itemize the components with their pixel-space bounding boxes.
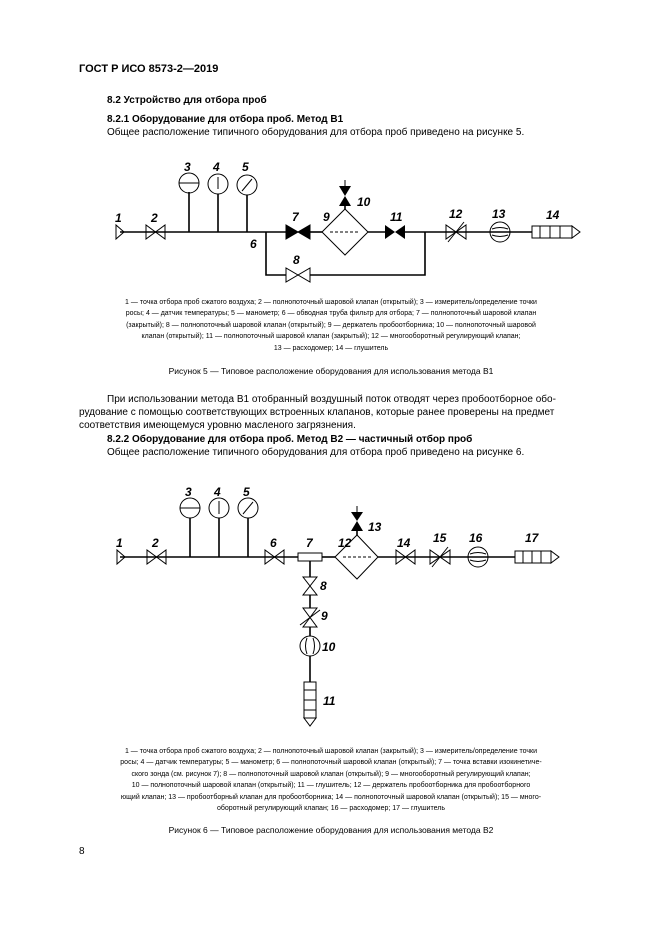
fig6-label-3: 3 [185, 485, 192, 499]
legend-line: 13 — расходомер; 14 — глушитель [273, 344, 389, 352]
fig5-label-6: 6 [250, 237, 257, 251]
fig6-label-15: 15 [433, 531, 447, 545]
section-title: 8.2 Устройство для отбора проб [107, 95, 267, 106]
subsection-b2-title: 8.2.2 Оборудование для отбора проб. Метод B2 — частичный отбор проб [107, 434, 473, 445]
legend-line: оборотный регулирующий клапан; 16 — расходомер; 17 — глушитель [216, 805, 445, 813]
fig6-label-17: 17 [525, 531, 539, 545]
fig6-label-12: 12 [338, 536, 352, 550]
fig5-label-11: 11 [390, 210, 403, 224]
subsection-b1-intro: Общее расположение типичного оборудования для отбора проб приведено на рисунке 5. [107, 127, 525, 138]
subsection-b2-intro: Общее расположение типичного оборудования для отбора проб приведено на рисунке 6. [107, 447, 525, 458]
fig5-label-5: 5 [242, 160, 249, 174]
legend-line: ского зонда (см. рисунок 7); 8 — полнопоточный шаровой клапан (открытый); 9 — многооборотный регулирующий клапан; [131, 770, 531, 778]
fig6-label-7: 7 [306, 536, 313, 550]
figure5-legend [79, 297, 583, 354]
fig5-label-14: 14 [546, 208, 560, 222]
page-number: 8 [79, 846, 85, 857]
fig5-label-7: 7 [292, 210, 299, 224]
fig6-label-8: 8 [320, 579, 327, 593]
legend-line: 1 — точка отбора проб сжатого воздуха; 2 — полнопоточный шаровой клапан (закрытый); 3 — измеритель/определение точки [124, 748, 538, 755]
figure6-caption: Рисунок 6 — Типовое расположение оборудования для использования метода B2 [168, 825, 494, 835]
fig5-label-1: 1 [115, 211, 122, 225]
legend-line: ющий клапан; 13 — пробоотборный клапан для пробоотборника; 14 — полнопоточный шаровой клапан (открытый); 15 — много- [120, 793, 542, 801]
fig5-label-9: 9 [323, 210, 330, 224]
fig6-label-4: 4 [214, 485, 221, 499]
fig6-label-13: 13 [368, 520, 382, 534]
fig5-label-2: 2 [151, 211, 158, 225]
fig5-label-3: 3 [184, 160, 191, 174]
body-paragraph: При использовании метода B1 отобранный воздушный поток отводят через пробоотборное оборудование с помощью соответствующих встроенных клапанов, которые ранее проверены на предмет соответствия имеющемуся уровню масленого загрязнения. [79, 394, 556, 431]
figure6-legend [79, 746, 583, 814]
fig6-label-11: 11 [323, 694, 336, 708]
legend-line: росы; 4 — датчик температуры; 5 — манометр; 6 — обводная труба фильтр для отбора; 7 — полнопоточный шаровой клапан [125, 310, 537, 318]
fig5-label-8: 8 [293, 253, 300, 267]
legend-line: 1 — точка отбора проб сжатого воздуха; 2 — полнопоточный шаровой клапан (открытый); 3 — измеритель/определение точки [125, 299, 537, 306]
figure5-caption: Рисунок 5 — Типовое расположение оборудования для использования метода B1 [168, 366, 494, 376]
document-header: ГОСТ Р ИСО 8573-2—2019 [79, 63, 219, 75]
fig6-label-1: 1 [116, 536, 123, 550]
legend-line: клапан (открытый); 11 — полнопоточный шаровой клапан (закрытый); 12 — многооборотный регулирующий клапан; [141, 333, 521, 341]
legend-line: росы; 4 — датчик температуры; 5 — манометр; 6 — полнопоточный шаровой клапан (открытый); 7 — точка вставки изокинетиче- [120, 759, 542, 767]
fig6-label-6: 6 [270, 536, 277, 550]
fig6-label-2: 2 [152, 536, 159, 550]
fig5-label-10: 10 [357, 195, 371, 209]
fig5-label-12: 12 [449, 207, 463, 221]
fig6-label-14: 14 [397, 536, 411, 550]
legend-line: 10 — полнопоточный шаровой клапан (открытый); 11 — глушитель; 12 — держатель пробоотборника для пробоотборного [131, 782, 531, 790]
fig6-label-16: 16 [469, 531, 483, 545]
legend-line: (закрытый); 8 — полнопоточный шаровой клапан (открытый); 9 — держатель пробоотборника; 10 — полнопоточный шаровой [126, 321, 536, 329]
fig5-label-13: 13 [492, 207, 506, 221]
subsection-b1-title: 8.2.1 Оборудование для отбора проб. Метод B1 [107, 114, 344, 125]
fig5-label-4: 4 [213, 160, 220, 174]
fig6-label-9: 9 [321, 609, 328, 623]
fig6-label-10: 10 [322, 640, 336, 654]
fig6-label-5: 5 [243, 485, 250, 499]
